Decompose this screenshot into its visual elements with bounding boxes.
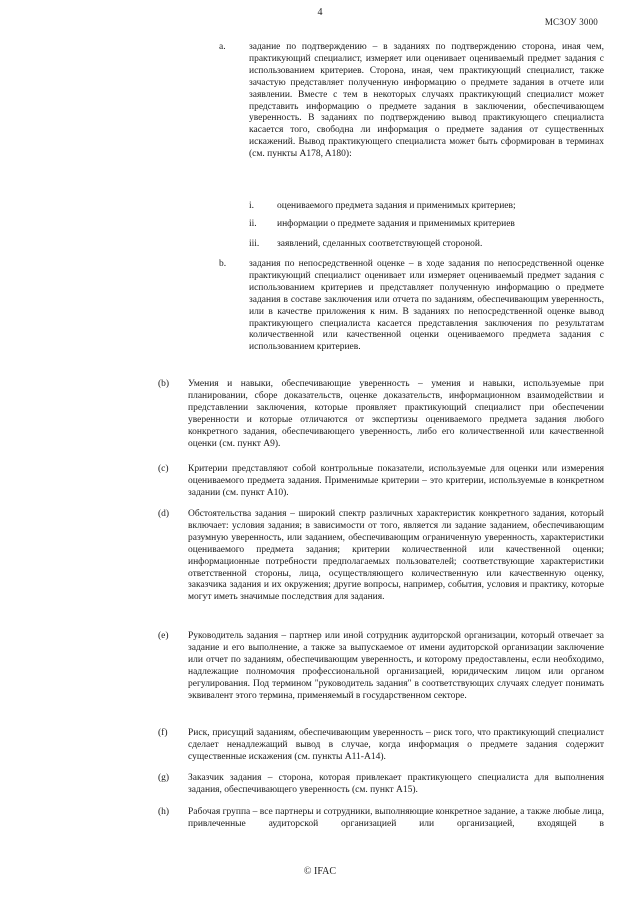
definition-direct-engagement-attestation: задание по подтверждению – в заданиях по подтверждению сторона, иная чем, практикующий специалист, измеряет или оценивает оцениваемый предмет задания с использованием критериев. Сторона, иная, чем практикующий специалист, также зачастую представляет полученную информацию о предмете задания в отчете или заявлении. Вместе с тем в некоторых случаях практикующий специалист может представить информацию о предмете задания в заключении, обеспечивающем уверенность. В заданиях по подтверждению вывод практикующего специалиста касается того, свободна ли информация о предмете задания от существенных искажений. Вывод практикующего специалиста может быть сформирован в терминах (см. пункты A178, A180):	[249, 42, 604, 160]
item-label-iii: iii.	[249, 239, 260, 249]
item-label-b: b.	[219, 259, 227, 269]
item-label-paren-f: (f)	[158, 728, 168, 738]
definition-assurance-skills: Умения и навыки, обеспечивающие уверенность – умения и навыки, используемые при планировании, сборе доказательств, оценке доказательств, информационном взаимодействии и представлении заключения, которые проявляет практикующий специалист при обеспечении уверенности и которые отличаются от экспертизы оцениваемого предмета задания любого конкретного задания, обеспечивающего уверенность, либо его количественной или качественной оценки (см. пункт A9).	[188, 379, 604, 449]
subitem-iii: заявлений, сделанных соответствующей стороной.	[277, 239, 483, 249]
definition-direct-engagement: задания по непосредственной оценке – в ходе задания по непосредственной оценке практикующий специалист оценивает или измеряет оцениваемый предмет задания с использованием критериев и представляет полученную информацию о предмете задания в составе заключения или отчета по заданиям, обеспечивающим уверенность, или в качестве приложения к ним. В заданиях по непосредственной оценке вывод практикующего специалиста касается представления заключения по результатам количественной или качественной оценки оцениваемого предмета задания с использованием критериев.	[249, 259, 604, 353]
definition-engagement-risk: Риск, присущий заданиям, обеспечивающим уверенность – риск того, что практикующий специалист сделает ненадлежащий вывод в случае, когда информация о предмете задания содержит существенные искажения (см. пункты A11-A14).	[188, 728, 604, 762]
definition-engagement-team: Рабочая группа – все партнеры и сотрудники, выполняющие конкретное задание, а также любые лица, привлеченные аудиторской организацией или организацией, входящей в	[188, 807, 604, 829]
running-head: МСЗОУ 3000	[544, 17, 598, 27]
item-label-paren-e: (e)	[158, 631, 169, 641]
definition-criteria: Критерии представляют собой контрольные показатели, используемые для оценки или измерения оцениваемого предмета задания. Применимые критерии – это критерии, используемые в конкретном задании (см. пункт A10).	[188, 464, 604, 498]
item-label-paren-c: (c)	[158, 464, 169, 474]
item-label-ii: ii.	[249, 219, 257, 229]
item-label-a: a.	[219, 42, 226, 52]
item-label-paren-d: (d)	[158, 509, 170, 519]
item-label-i: i.	[249, 201, 255, 211]
item-label-paren-b: (b)	[158, 379, 170, 389]
subitem-ii: информации о предмете задания и применимых критериев	[277, 219, 515, 229]
definition-engaging-party: Заказчик задания – сторона, которая привлекает практикующего специалиста для выполнения задания, обеспечивающего уверенность (см. пункт A15).	[188, 773, 604, 795]
item-label-paren-g: (g)	[158, 773, 170, 783]
footer-copyright: © IFAC	[303, 866, 337, 877]
definition-engagement-circumstances: Обстоятельства задания – широкий спектр различных характеристик конкретного задания, который включает: условия задания; в зависимости от того, является ли задание заданием, обеспечивающим разумную уверенность, или заданием, обеспечивающим ограниченную уверенность, характеристики оцениваемого предмета задания; критерии количественной или качественной оценки; информационные потребности предполагаемых пользователей; соответствующие характеристики ответственной стороны, лица, осуществляющего количественную или качественную оценку, заказчика задания и их окружения; другие вопросы, например, события, условия и практику, которые могут иметь значимые последствия для задания.	[188, 509, 604, 603]
page-number: 4	[317, 7, 323, 18]
item-label-paren-h: (h)	[158, 807, 170, 817]
definition-engagement-partner: Руководитель задания – партнер или иной сотрудник аудиторской организации, который отвечает за задание и его выполнение, а также за выпускаемое от имени аудиторской организации заключение или отчет по заданиям, обеспечивающим уверенность, и которому предоставлены, если необходимо, надлежащие полномочия профессиональной организацией, юридическим лицом или органом регулирования. Под термином "руководитель задания" в соответствующих случаях следует понимать эквивалент этого термина, применяемый в государственном секторе.	[188, 631, 604, 701]
subitem-i: оцениваемого предмета задания и применимых критериев;	[277, 201, 516, 211]
